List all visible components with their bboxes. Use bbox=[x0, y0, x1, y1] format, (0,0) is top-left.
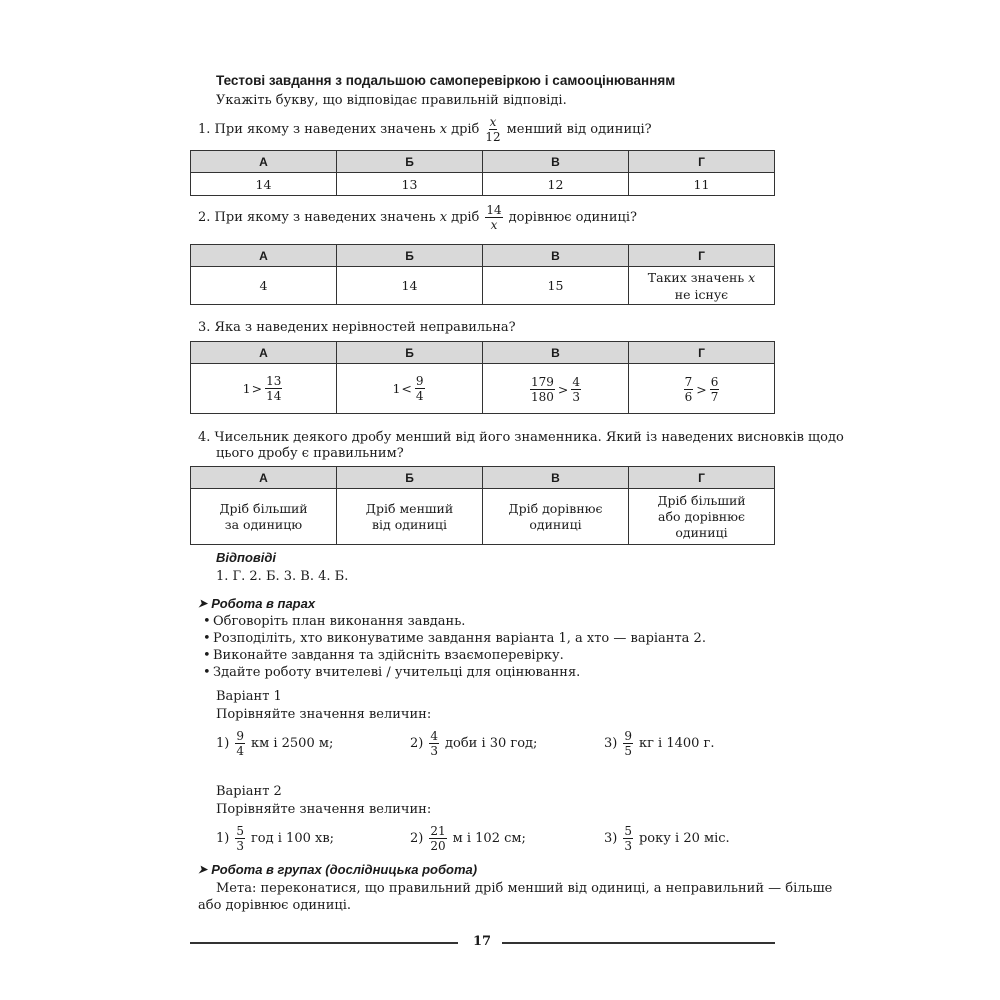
fraction-numerator: 5 bbox=[624, 824, 632, 838]
option-b: 14 bbox=[337, 267, 483, 305]
fraction bbox=[485, 204, 502, 231]
answer-table-1 bbox=[190, 150, 775, 196]
option-a: 14 bbox=[191, 173, 337, 196]
variable-x: x bbox=[439, 121, 448, 137]
option-d bbox=[629, 489, 775, 545]
groups-goal-line2: або дорівнює одиниці. bbox=[198, 898, 352, 913]
fraction-denominator: x bbox=[490, 218, 498, 232]
answer-table-4 bbox=[190, 466, 775, 545]
option-header-d: Г bbox=[629, 467, 775, 489]
groups-goal-line1: Мета: переконатися, що правильний дріб менший від одиниці, а неправильний — більше bbox=[216, 881, 833, 896]
list-item: • Здайте роботу вчителеві / учительці для оцінювання. bbox=[203, 664, 706, 681]
question-2-tail: дорівнює одиниці? bbox=[508, 209, 637, 225]
option-header-b: Б bbox=[337, 151, 483, 173]
option-b: 13 bbox=[337, 173, 483, 196]
fraction bbox=[571, 376, 581, 403]
fraction-denominator: 3 bbox=[572, 390, 581, 404]
variant-2-item-2 bbox=[410, 825, 526, 852]
option-d bbox=[629, 364, 775, 414]
arrowhead-icon: ➤ bbox=[198, 598, 208, 610]
fraction-numerator: 13 bbox=[266, 374, 282, 388]
fraction-denominator: 3 bbox=[430, 744, 438, 758]
fraction bbox=[235, 825, 245, 852]
option-b-line2: від одиниці bbox=[372, 516, 447, 532]
instruction: Укажіть букву, що відповідає правильній відповіді. bbox=[216, 93, 567, 108]
option-b bbox=[337, 489, 483, 545]
fraction-denominator: 5 bbox=[624, 744, 632, 758]
fraction-numerator: 14 bbox=[486, 203, 502, 217]
list-item: • Обговоріть план виконання завдань. bbox=[203, 613, 706, 630]
option-c bbox=[483, 489, 629, 545]
item-text: м і 102 см; bbox=[452, 830, 526, 846]
fraction-numerator: 6 bbox=[710, 375, 719, 389]
option-header-a: А bbox=[191, 467, 337, 489]
fraction bbox=[623, 825, 633, 852]
question-2-word: дріб bbox=[451, 209, 480, 225]
option-c-line2: одиниці bbox=[529, 516, 582, 532]
inequality-left: 1 bbox=[242, 381, 251, 396]
option-header-c: В bbox=[483, 467, 629, 489]
variant-2-title: Варіант 2 bbox=[216, 784, 282, 799]
option-header-c: В bbox=[483, 342, 629, 364]
fraction-denominator: 7 bbox=[710, 390, 719, 404]
option-header-b: Б bbox=[337, 245, 483, 267]
item-text: року і 20 міс. bbox=[638, 830, 730, 846]
option-d-line1: Таких значень bbox=[647, 269, 745, 285]
fraction bbox=[415, 375, 425, 402]
fraction bbox=[429, 730, 439, 757]
question-1 bbox=[198, 116, 652, 143]
fraction-numerator: 4 bbox=[430, 729, 438, 743]
item-text: год і 100 хв; bbox=[250, 830, 335, 846]
option-header-a: А bbox=[191, 245, 337, 267]
option-header-c: В bbox=[483, 245, 629, 267]
inequality-sign: > bbox=[557, 382, 569, 397]
fraction-denominator: 3 bbox=[624, 839, 632, 853]
fraction-denominator: 4 bbox=[415, 389, 424, 403]
option-b-line1: Дріб менший bbox=[365, 500, 454, 516]
fraction-numerator: 9 bbox=[415, 374, 424, 388]
option-a bbox=[191, 489, 337, 545]
fraction-numerator: 9 bbox=[624, 729, 632, 743]
footer-rule-left bbox=[190, 942, 458, 944]
groups-section bbox=[198, 862, 477, 877]
answer-table-3 bbox=[190, 341, 775, 414]
inequality-left: 1 bbox=[392, 381, 401, 396]
option-header-d: Г bbox=[629, 151, 775, 173]
fraction bbox=[485, 116, 500, 143]
fraction-numerator: 7 bbox=[684, 375, 693, 389]
option-header-a: А bbox=[191, 342, 337, 364]
option-d bbox=[629, 267, 775, 305]
fraction bbox=[623, 730, 633, 757]
option-header-b: Б bbox=[337, 467, 483, 489]
question-2 bbox=[198, 204, 637, 231]
option-header-d: Г bbox=[629, 342, 775, 364]
option-header-c: В bbox=[483, 151, 629, 173]
option-c-line1: Дріб дорівнює bbox=[508, 500, 603, 516]
variant-1-item-1 bbox=[216, 730, 333, 757]
answer-table-2 bbox=[190, 244, 775, 305]
fraction-numerator: 5 bbox=[236, 824, 244, 838]
option-header-d: Г bbox=[629, 245, 775, 267]
option-c: 12 bbox=[483, 173, 629, 196]
option-c bbox=[483, 364, 629, 414]
item-text: км і 2500 м; bbox=[250, 735, 334, 751]
variant-2-item-3 bbox=[604, 825, 730, 852]
option-d-line1: Дріб більший bbox=[657, 492, 746, 508]
fraction bbox=[530, 376, 555, 403]
variable-x: x bbox=[439, 209, 448, 225]
variant-1-item-2 bbox=[410, 730, 537, 757]
fraction bbox=[235, 730, 245, 757]
fraction bbox=[265, 375, 282, 402]
list-item: • Виконайте завдання та здійсніть взаємоперевірку. bbox=[203, 647, 706, 664]
answers-text: 1. Г. 2. Б. 3. В. 4. Б. bbox=[216, 569, 349, 584]
pairs-section bbox=[198, 596, 315, 611]
option-a-line1: Дріб більший bbox=[219, 500, 308, 516]
list-item: • Розподіліть, хто виконуватиме завдання варіанта 1, а хто — варіанта 2. bbox=[203, 630, 706, 647]
fraction-numerator: 21 bbox=[430, 824, 446, 838]
fraction-numerator: 179 bbox=[530, 375, 554, 389]
question-2-text: 2. При якому з наведених значень bbox=[198, 209, 436, 225]
pairs-bullets bbox=[203, 613, 706, 681]
variant-1-title: Варіант 1 bbox=[216, 689, 282, 704]
option-header-b: Б bbox=[337, 342, 483, 364]
fraction-denominator: 3 bbox=[236, 839, 244, 853]
fraction-denominator: 6 bbox=[684, 390, 693, 404]
item-number: 1) bbox=[216, 735, 230, 751]
fraction-numerator: 4 bbox=[572, 375, 581, 389]
fraction bbox=[684, 376, 694, 403]
option-header-a: А bbox=[191, 151, 337, 173]
question-3: 3. Яка з наведених нерівностей неправильна? bbox=[198, 320, 516, 335]
option-d-line3: одиниці bbox=[675, 524, 728, 540]
arrowhead-icon: ➤ bbox=[198, 864, 208, 876]
inequality-sign: < bbox=[401, 381, 412, 396]
page-number: 17 bbox=[472, 934, 492, 949]
question-4-line2: цього дробу є правильним? bbox=[216, 446, 404, 461]
fraction-denominator: 14 bbox=[266, 389, 282, 403]
option-d: 11 bbox=[629, 173, 775, 196]
footer-rule-right bbox=[502, 942, 775, 944]
question-1-text: 1. При якому з наведених значень bbox=[198, 121, 436, 137]
variant-1-prompt: Порівняйте значення величин: bbox=[216, 707, 432, 722]
question-1-word: дріб bbox=[451, 121, 480, 137]
option-d-line2: не існує bbox=[674, 286, 729, 302]
option-c: 15 bbox=[483, 267, 629, 305]
variant-2-prompt: Порівняйте значення величин: bbox=[216, 802, 432, 817]
fraction-denominator: 4 bbox=[236, 744, 244, 758]
option-d-line2: або дорівнює bbox=[658, 508, 745, 524]
question-4-line1: 4. Чисельник деякого дробу менший від його знаменника. Який із наведених висновків щодо bbox=[198, 430, 844, 445]
option-b bbox=[337, 364, 483, 414]
variant-1-item-3 bbox=[604, 730, 715, 757]
option-a: 4 bbox=[191, 267, 337, 305]
variable-x: x bbox=[748, 269, 756, 285]
item-number: 3) bbox=[604, 735, 618, 751]
option-a bbox=[191, 364, 337, 414]
item-text: кг і 1400 г. bbox=[638, 735, 715, 751]
fraction-denominator: 180 bbox=[530, 390, 554, 404]
item-number: 3) bbox=[604, 830, 618, 846]
variant-2-item-1 bbox=[216, 825, 334, 852]
fraction-numerator: 9 bbox=[236, 729, 244, 743]
inequality-sign: > bbox=[696, 382, 707, 397]
groups-title: Робота в групах (дослідницька робота) bbox=[211, 862, 478, 877]
question-1-tail: менший від одиниці? bbox=[506, 121, 652, 137]
item-number: 2) bbox=[410, 735, 424, 751]
answers-title: Відповіді bbox=[216, 550, 277, 565]
item-text: доби і 30 год; bbox=[444, 735, 538, 751]
inequality-sign: > bbox=[251, 381, 263, 396]
fraction-numerator: x bbox=[489, 115, 497, 129]
fraction bbox=[429, 825, 446, 852]
fraction-denominator: 12 bbox=[485, 130, 501, 144]
pairs-title: Робота в парах bbox=[211, 596, 316, 611]
section-title: Тестові завдання з подальшою самоперевіркою і самооцінюванням bbox=[216, 73, 676, 88]
option-a-line2: за одиницю bbox=[224, 516, 303, 532]
fraction bbox=[710, 376, 720, 403]
fraction-denominator: 20 bbox=[430, 839, 446, 853]
item-number: 2) bbox=[410, 830, 424, 846]
item-number: 1) bbox=[216, 830, 230, 846]
